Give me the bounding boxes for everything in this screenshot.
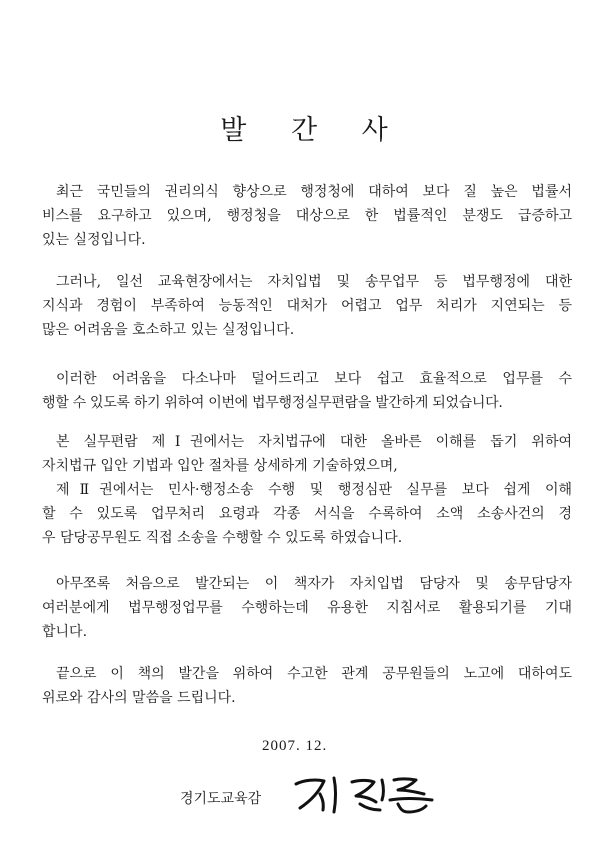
paragraph-line: 아무쪼록 처음으로 발간되는 이 책자가 자치입법 담당자 및 송무담당자	[56, 576, 572, 592]
paragraph-line: 있는 실정입니다.	[42, 232, 146, 248]
paragraph-line: 최근 국민들의 권리의식 향상으로 행정청에 대하여 보다 질 높은 법률서	[56, 184, 572, 200]
paragraph-line: 이러한 어려움을 다소나마 덜어드리고 보다 쉽고 효율적으로 업무를 수	[56, 371, 572, 387]
paragraph-1	[42, 180, 572, 252]
paragraph-line: 행할 수 있도록 하기 위하여 이번에 법무행정실무편람을 발간하게 되었습니다.	[42, 395, 503, 411]
paragraph-4	[42, 430, 572, 550]
signatory-title: 경기도교육감	[180, 791, 262, 807]
paragraph-2	[42, 270, 572, 342]
paragraph-line: 끝으로 이 책의 발간을 위하여 수고한 관계 공무원들의 노고에 대하여도	[56, 666, 572, 682]
paragraph-line: 많은 어려움을 호소하고 있는 실정입니다.	[42, 322, 295, 338]
paragraph-3	[42, 367, 572, 415]
paragraph-line: 비스를 요구하고 있으며, 행정청을 대상으로 한 법률적인 분쟁도 급증하고	[42, 208, 572, 224]
publication-date: 2007. 12.	[262, 738, 328, 754]
paragraph-line: 지식과 경험이 부족하여 능동적인 대처가 어렵고 업무 처리가 지연되는 등	[42, 298, 572, 314]
paragraph-line: 여러분에게 법무행정업무를 수행하는데 유용한 지침서로 활용되기를 기대	[42, 600, 572, 616]
handwritten-signature	[290, 770, 440, 816]
paragraph-line: 자치법규 입안 기법과 입안 절차를 상세하게 기술하였으며,	[42, 458, 398, 474]
paragraph-line: 할 수 있도록 업무처리 요령과 각종 서식을 수록하여 소액 소송사건의 경	[42, 506, 572, 522]
paragraph-line: 그러나, 일선 교육현장에서는 자치입법 및 송무업무 등 법무행정에 대한	[56, 274, 572, 290]
paragraph-line: 위로와 감사의 말씀을 드립니다.	[42, 690, 236, 706]
paragraph-line: 합니다.	[42, 624, 88, 640]
document-title: 발 간 사	[220, 115, 406, 147]
paragraph-line: 제Ⅱ권에서는 민사·행정소송 수행 및 행정심판 실무를 보다 쉽게 이해	[56, 482, 572, 498]
paragraph-line: 본 실무편람 제Ⅰ권에서는 자치법규에 대한 올바른 이해를 돕기 위하여	[56, 434, 572, 450]
paragraph-line: 우 담당공무원도 직접 소송을 수행할 수 있도록 하였습니다.	[42, 530, 403, 546]
paragraph-5	[42, 572, 572, 644]
paragraph-6	[42, 662, 572, 710]
